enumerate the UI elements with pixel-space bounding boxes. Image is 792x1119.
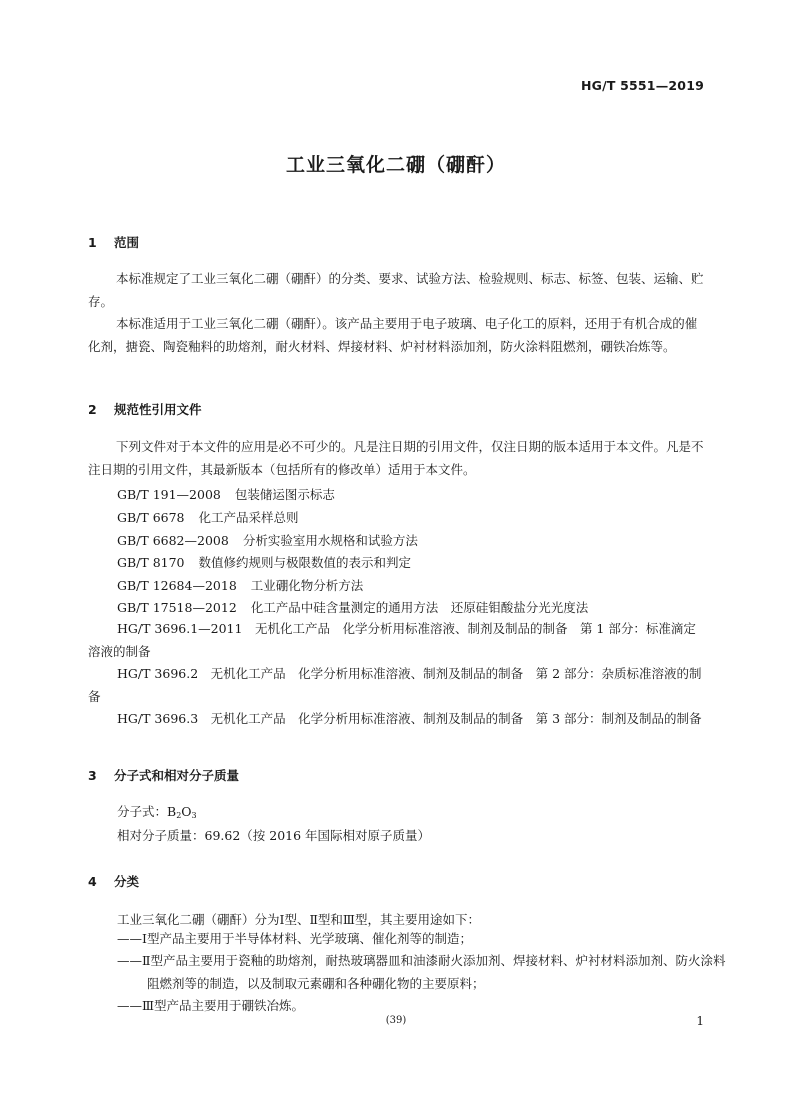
- section-title: 分类: [114, 874, 140, 889]
- reference-code: GB/T 8170: [117, 555, 185, 570]
- formula-o: O: [181, 804, 192, 819]
- section-1-para-2: 本标准适用于工业三氧化二硼（硼酐）。该产品主要用于电子玻璃、电子化工的原料，还用于有机合成的催化剂，搪瓷、陶瓷釉料的助熔剂，耐火材料、焊接材料、炉衬材料添加剂，防火涂料阻燃剂，硼铁冶炼等。: [88, 316, 698, 354]
- reference-title: 化工产品采样总则: [198, 510, 299, 525]
- reference-item: [117, 553, 411, 571]
- section-3-heading: [88, 766, 239, 784]
- reference-code: GB/T 6682—2008: [117, 533, 229, 548]
- reference-item: [117, 508, 299, 526]
- classification-item: ——Ⅱ型产品主要用于瓷釉的助熔剂，耐热玻璃器皿和油漆耐火添加剂、焊接材料、炉衬材料添加剂、防火涂料阻燃剂等的制造，以及制取元素硼和各种硼化物的主要原料；: [117, 953, 726, 991]
- reference-hg-2: HG/T 3696.2 无机化工产品 化学分析用标准溶液、制剂及制品的制备 第 2 部分：杂质标准溶液的制备: [88, 666, 702, 704]
- document-title: 工业三氧化二硼（硼酐）: [285, 154, 506, 176]
- footer-page-label: (39): [385, 1015, 407, 1026]
- reference-code: GB/T 191—2008: [117, 487, 221, 502]
- reference-hg-3: HG/T 3696.3 无机化工产品 化学分析用标准溶液、制剂及制品的制备 第 3 部分：制剂及制品的制备: [117, 711, 702, 726]
- reference-title: 工业硼化物分析方法: [250, 578, 364, 593]
- reference-item: [117, 531, 418, 549]
- reference-code: GB/T 17518—2012: [117, 600, 237, 615]
- reference-title: 分析实验室用水规格和试验方法: [242, 533, 418, 548]
- section-2-heading: [88, 400, 202, 418]
- section-1-para-1: 本标准规定了工业三氧化二硼（硼酐）的分类、要求、试验方法、检验规则、标志、标签、包装、运输、贮存。: [88, 271, 704, 309]
- formula-o-subscript: 3: [191, 811, 197, 820]
- section-number: 3: [88, 768, 97, 783]
- section-title: 规范性引用文件: [114, 402, 202, 417]
- reference-code: GB/T 6678: [117, 510, 185, 525]
- classification-intro: 工业三氧化二硼（硼酐）分为Ⅰ型、Ⅱ型和Ⅲ型，其主要用途如下：: [117, 912, 480, 927]
- molecular-formula: [117, 802, 197, 820]
- reference-item: [117, 485, 335, 503]
- section-2-intro: 下列文件对于本文件的应用是必不可少的。凡是注日期的引用文件，仅注日期的版本适用于本文件。凡是不注日期的引用文件，其最新版本（包括所有的修改单）适用于本文件。: [88, 439, 704, 477]
- section-1-heading: [88, 233, 139, 251]
- classification-item: ——Ⅰ型产品主要用于半导体材料、光学玻璃、催化剂等的制造；: [117, 931, 472, 946]
- reference-title: 数值修约规则与极限数值的表示和判定: [198, 555, 412, 570]
- reference-title: 包装储运图示标志: [234, 487, 335, 502]
- formula-b: B: [167, 804, 177, 819]
- formula-b-subscript: 2: [176, 811, 182, 820]
- reference-item: [117, 576, 363, 594]
- section-number: 2: [88, 402, 97, 417]
- reference-hg-1: HG/T 3696.1—2011 无机化工产品 化学分析用标准溶液、制剂及制品的制备 第 1 部分：标准滴定溶液的制备: [88, 621, 696, 659]
- section-4-heading: [88, 872, 139, 890]
- reference-code: GB/T 12684—2018: [117, 578, 237, 593]
- section-title: 范围: [114, 235, 140, 250]
- section-number: 4: [88, 874, 97, 889]
- page-number: 1: [696, 1014, 704, 1028]
- section-title: 分子式和相对分子质量: [114, 768, 240, 783]
- reference-title: 化工产品中硅含量测定的通用方法 还原硅钼酸盐分光光度法: [250, 600, 589, 615]
- standard-code: HG/T 5551—2019: [580, 78, 704, 93]
- reference-item: [117, 598, 588, 616]
- section-number: 1: [88, 235, 97, 250]
- formula-label: 分子式：: [117, 804, 168, 819]
- molecular-mass: 相对分子质量：69.62（按 2016 年国际相对原子质量）: [117, 828, 431, 843]
- classification-item: ——Ⅲ型产品主要用于硼铁冶炼。: [117, 998, 305, 1013]
